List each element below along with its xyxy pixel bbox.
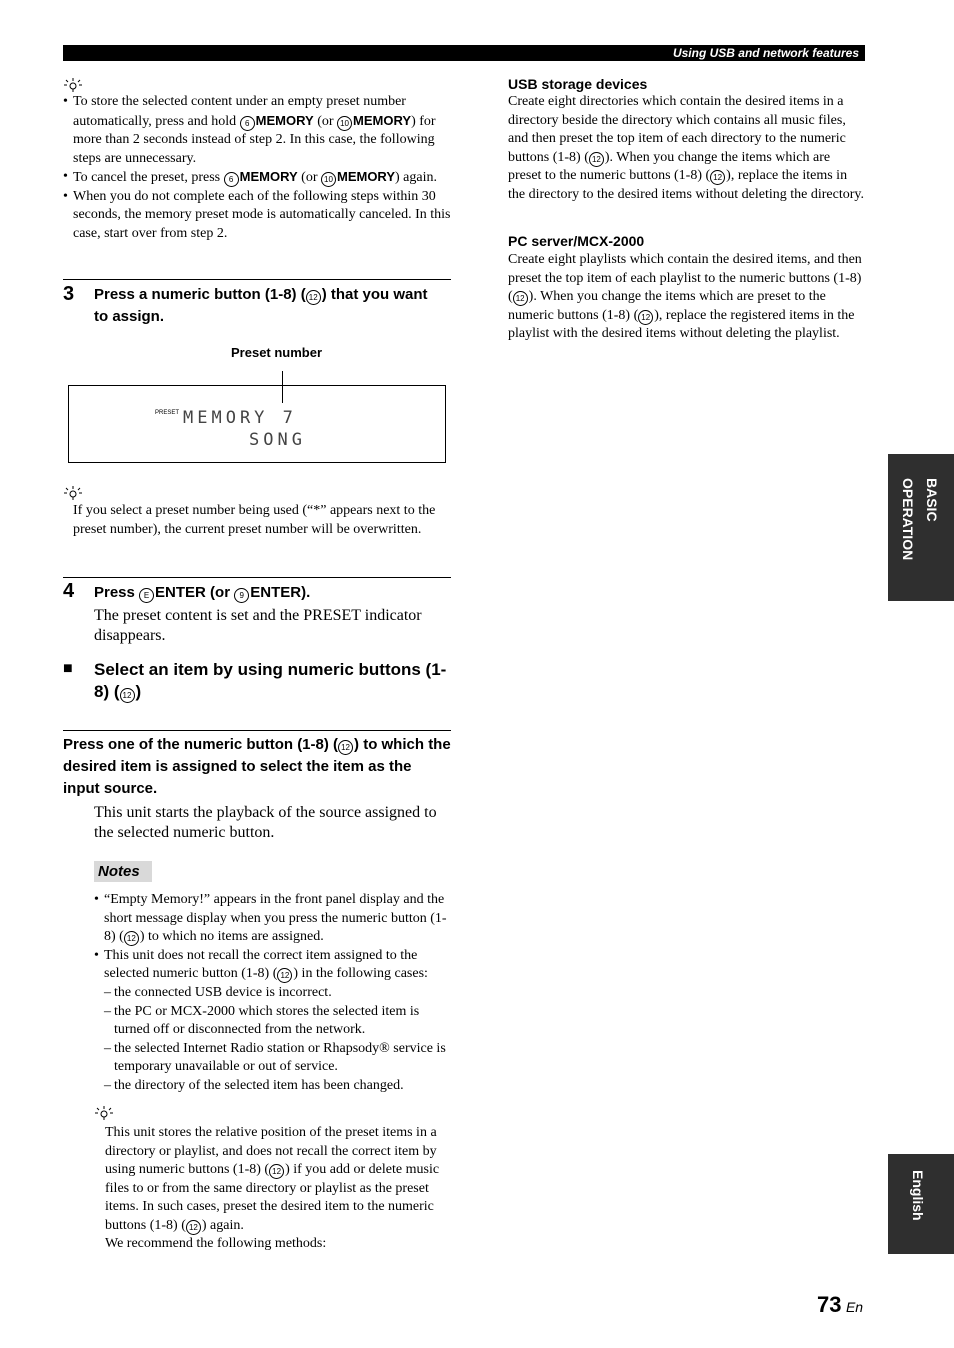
case-item: – the selected Internet Radio station or Rhapsody® service is temporary unavailable or out of service. bbox=[104, 1040, 450, 1077]
preset-number-label: Preset number bbox=[231, 345, 323, 360]
section-heading: Select an item by using numeric buttons (1-8) ( 12 ) bbox=[94, 660, 447, 701]
display-line-2: SONG bbox=[249, 430, 306, 450]
basic-operation-tab: BASIC OPERATION bbox=[888, 454, 954, 601]
instruction-body: This unit starts the playback of the source assigned to the selected numeric button. bbox=[94, 804, 437, 841]
divider bbox=[63, 730, 451, 731]
header-bar bbox=[63, 45, 865, 61]
english-tab: English bbox=[888, 1154, 954, 1254]
tip-item: • When you do not complete each of the following steps within 30 seconds, the memory preset mode is automatically canceled. In this case, start over from step 2. bbox=[63, 188, 451, 244]
notes-label: Notes bbox=[94, 861, 152, 882]
tip-text: If you select a preset number being used (“*” appears next to the preset number), the current preset number will be overwritten. bbox=[73, 503, 436, 537]
divider bbox=[63, 577, 451, 578]
tip-item: • To store the selected content under an empty preset number automatically, press and hold 6 MEMORY (or 10 MEMORY) for more than 2 seconds instead of step 2. In this case, the following steps are unnecessary. bbox=[63, 93, 451, 168]
notes-list bbox=[94, 891, 450, 984]
step-4-text: Press E ENTER (or 9 ENTER). bbox=[94, 584, 311, 601]
tips-list bbox=[63, 93, 451, 243]
tip-item: • To cancel the preset, press 6 MEMORY (or 10 MEMORY) again. bbox=[63, 168, 451, 188]
note-item: • This unit does not recall the correct item assigned to the selected numeric button (1-8) ( 12 ) in the following cases: bbox=[94, 947, 450, 984]
tip-icon bbox=[94, 1106, 114, 1120]
preset-indicator: PRESET bbox=[155, 410, 180, 416]
cases-list bbox=[104, 984, 450, 1095]
step-4-body: The preset content is set and the PRESET indicator disappears. bbox=[94, 607, 422, 644]
divider bbox=[63, 279, 451, 280]
pc-body: Create eight playlists which contain the desired items, and then preset the top item of each playlist to the numeric buttons (1-8) ( 12 ). When you change the items which are preset to the numeric buttons (1-8) ( 12 ), replace the registered items in the playlist with the desired items without deleting the playlist. bbox=[508, 252, 862, 341]
case-item: – the PC or MCX-2000 which stores the selected item is turned off or disconnected from the network. bbox=[104, 1003, 450, 1040]
display-line-1: MEMORY 7 bbox=[183, 408, 297, 428]
section-bullet: ■ bbox=[63, 660, 73, 677]
case-item: – the connected USB device is incorrect. bbox=[104, 984, 450, 1003]
tip-icon bbox=[63, 486, 83, 500]
usb-body: Create eight directories which contain the desired items in a directory beside the directory which contains all music files, and then preset the top item of each directory to the numeric buttons (1-8) ( 12 ). When you change the items which are preset to the numeric buttons (1-8) ( 12 ), replace the items in the directory to the desired items without deleting the directory. bbox=[508, 94, 864, 202]
section-title: Using USB and network features bbox=[672, 46, 859, 60]
step-number: 4 bbox=[63, 580, 75, 602]
usb-heading: USB storage devices bbox=[508, 76, 648, 92]
pc-heading: PC server/MCX-2000 bbox=[508, 233, 645, 249]
instruction-heading: Press one of the numeric button (1-8) ( 12 ) to which the desired item is assigned to select the item as the input source. bbox=[63, 736, 451, 797]
page-number: 73 En bbox=[817, 1292, 864, 1317]
tip-text: This unit stores the relative position of the preset items in a directory or playlist, and does not recall the correct item by using numeric buttons (1-8) ( 12 ) if you add or delete music files to or from the same directory or playlist as the preset items. In such cases, preset the desired item to the numeric buttons (1-8) ( 12 ) again. We recommend the following methods: bbox=[105, 1125, 440, 1251]
step-number: 3 bbox=[63, 283, 75, 305]
front-panel-display bbox=[68, 385, 446, 463]
step-3-text: Press a numeric button (1-8) ( 12 ) that you want to assign. bbox=[94, 286, 428, 325]
tip-icon bbox=[63, 78, 83, 92]
case-item: – the directory of the selected item has been changed. bbox=[104, 1077, 450, 1096]
note-item: • “Empty Memory!” appears in the front panel display and the short message display when you press the numeric button (1-8) ( 12 ) to which no items are assigned. bbox=[94, 891, 450, 947]
